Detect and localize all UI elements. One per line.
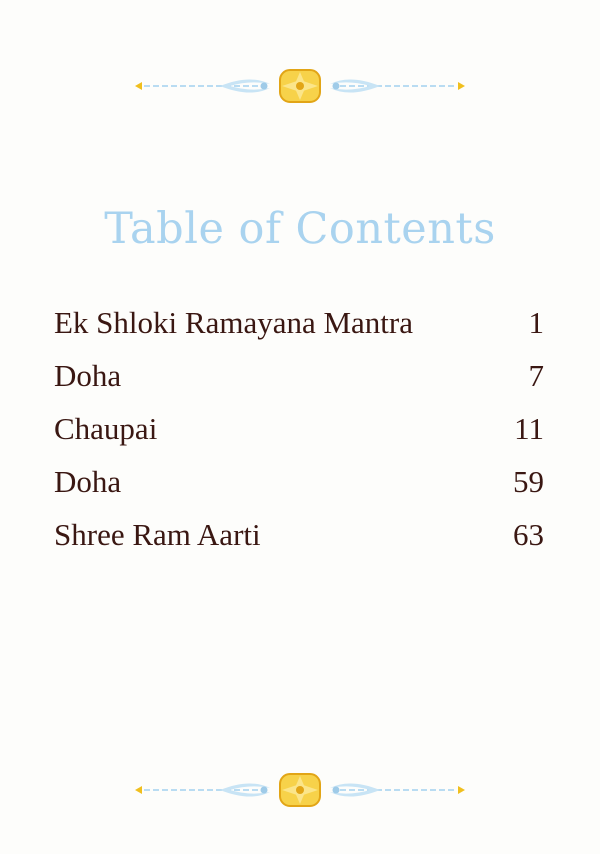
table-of-contents bbox=[54, 296, 544, 561]
toc-entry[interactable] bbox=[54, 349, 544, 402]
top-ornament bbox=[130, 66, 470, 106]
bottom-ornament bbox=[130, 770, 470, 810]
toc-entry-label: Shree Ram Aarti bbox=[54, 517, 261, 552]
toc-entry-page: 63 bbox=[513, 517, 544, 552]
toc-entry-page: 1 bbox=[528, 305, 544, 340]
toc-entry-label: Doha bbox=[54, 358, 122, 393]
toc-entry[interactable] bbox=[54, 296, 544, 349]
floral-cross-icon bbox=[135, 774, 465, 806]
toc-entry[interactable] bbox=[54, 455, 544, 508]
toc-entry-label: Chaupai bbox=[54, 411, 158, 446]
toc-entry[interactable] bbox=[54, 402, 544, 455]
toc-entry[interactable] bbox=[54, 508, 544, 561]
toc-entry-page: 11 bbox=[514, 411, 544, 446]
toc-entry-label: Doha bbox=[54, 464, 122, 499]
toc-entry-label: Ek Shloki Ramayana Mantra bbox=[54, 305, 413, 340]
toc-entry-page: 59 bbox=[513, 464, 544, 499]
floral-cross-icon bbox=[135, 70, 465, 102]
toc-entry-page: 7 bbox=[528, 358, 544, 393]
page-title: Table of Contents bbox=[104, 204, 496, 254]
